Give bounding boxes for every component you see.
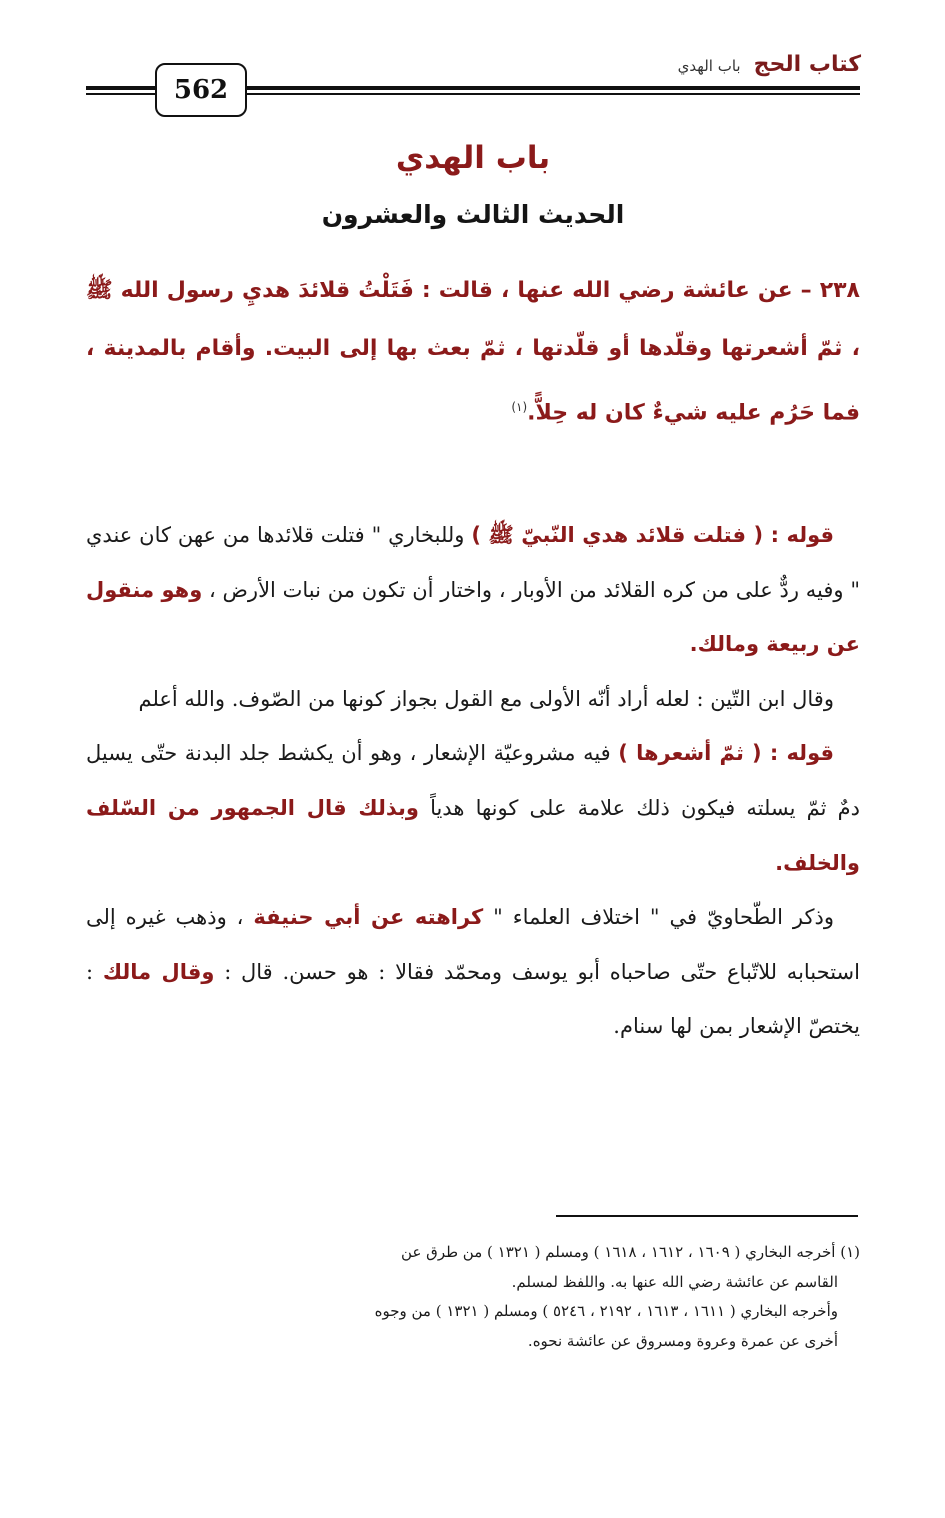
footnote-line: القاسم عن عائشة رضي الله عنها به. واللفظ لمسلم. (511, 1272, 838, 1291)
commentary-segment: كراهته عن أبي حنيفة (253, 905, 484, 930)
running-header (678, 52, 861, 77)
hadith-body: ٢٣٨ – عن عائشة رضي الله عنها ، قالت : فَتَلْتُ قلائدَ هديِ رسول الله ﷺ ، ثمّ أشعرتها وقلّدها أو قلّدتها ، ثمّ بعث بها إلى البيت. وأقام بالمدينة ، فما حَرُم عليه شيءٌ كان له حِلاًّ. (86, 278, 860, 426)
commentary-paragraph (86, 672, 860, 727)
footnote-line: وأخرجه البخاري ( ١٦١١ ، ١٦١٣ ، ٢١٩٢ ، ٥٢٤٦ ) ومسلم ( ١٣٢١ ) من وجوه (374, 1302, 838, 1320)
hadith-heading: الحديث الثالث والعشرون (321, 200, 625, 229)
commentary (86, 508, 860, 1054)
commentary-segment: فيه مشروعيّة الإشعار ، وهو أن يكشط جلد البدنة حتّى يسيل دمٌ ثمّ يسلته فيكون ذلك علامة على كونها هدياً (86, 741, 860, 820)
commentary-segment: : يختصّ الإشعار بمن لها سنام. (86, 959, 860, 1039)
chapter-heading: باب الهدي (395, 140, 551, 176)
commentary-segment: وقال مالك (102, 959, 215, 984)
commentary-segment: وللبخاري " فتلت قلائدها من عهن كان عندي " وفيه ردٌّ على من كره القلائد من الأوبار ، واختار أن تكون من نبات الأرض ، (86, 523, 860, 602)
footnote-line: أخرى عن عمرة وعروة ومسروق عن عائشة نحوه. (527, 1331, 838, 1350)
commentary-paragraph (86, 726, 860, 890)
commentary-segment: وهو منقول عن ربيعة ومالك. (86, 577, 860, 657)
chapter-title: باب الهدي (677, 57, 741, 75)
book-title: كتاب الحج (753, 52, 861, 77)
commentary-segment: وقال ابن التّين : لعله أراد أنّه الأولى مع القول بجواز كونها من الصّوف. والله أعلم (138, 686, 834, 711)
commentary-paragraph (86, 890, 860, 1054)
footnotes (86, 1238, 860, 1356)
footnote-line: (١) أخرجه البخاري ( ١٦٠٩ ، ١٦١٢ ، ١٦١٨ ) ومسلم ( ١٣٢١ ) من طرق عن (401, 1243, 860, 1261)
page-number: 562 (155, 63, 247, 117)
commentary-paragraph (86, 508, 860, 672)
commentary-segment: وبذلك قال الجمهور من السّلف والخلف. (86, 795, 860, 875)
footnote-ref: (١) (511, 400, 528, 414)
commentary-segment: قوله : ( فتلت قلائد هدي النّبيّ ﷺ ) (471, 523, 834, 547)
footnote-separator (556, 1215, 858, 1217)
commentary-segment: ، وذهب غيره إلى استحبابه للاتّباع حتّى صاحباه أبو يوسف ومحمّد فقالا : هو حسن. قال : (86, 905, 860, 984)
commentary-segment: وذكر الطّحاويّ في " اختلاف العلماء " (483, 905, 835, 930)
hadith-text (86, 262, 860, 442)
commentary-segment: قوله : ( ثمّ أشعرها ) (618, 741, 834, 766)
